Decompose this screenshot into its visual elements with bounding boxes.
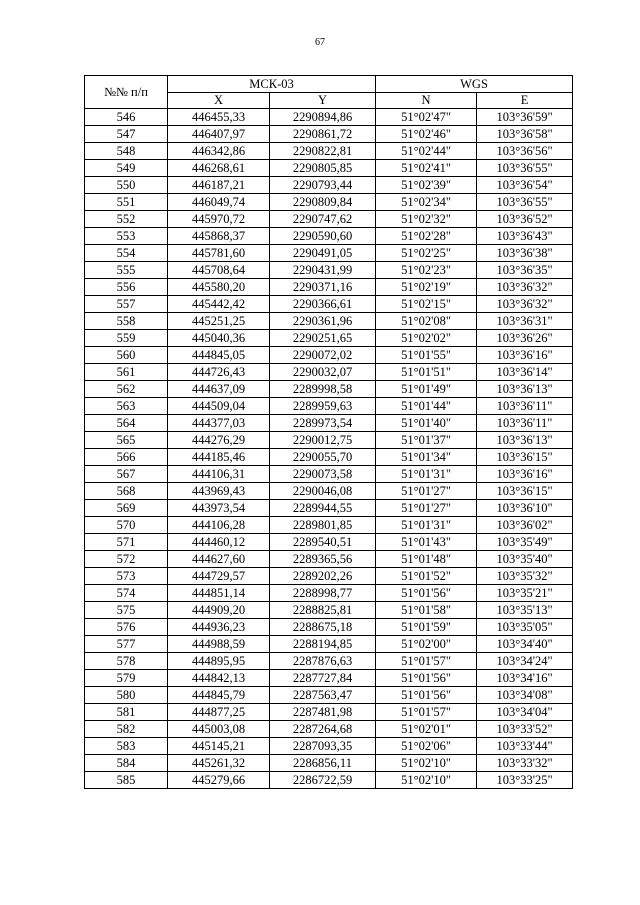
cell-e: 103°36'54" bbox=[477, 177, 573, 194]
cell-y: 2287481,98 bbox=[270, 704, 376, 721]
cell-n: 51°02'46" bbox=[376, 126, 477, 143]
cell-point-number: 555 bbox=[85, 262, 168, 279]
cell-point-number: 565 bbox=[85, 432, 168, 449]
table-row bbox=[85, 211, 573, 228]
table-row bbox=[85, 500, 573, 517]
cell-n: 51°01'49" bbox=[376, 381, 477, 398]
table-row bbox=[85, 551, 573, 568]
cell-x: 444877,25 bbox=[168, 704, 270, 721]
cell-y: 2289944,55 bbox=[270, 500, 376, 517]
cell-n: 51°01'56" bbox=[376, 687, 477, 704]
cell-x: 444276,29 bbox=[168, 432, 270, 449]
cell-y: 2289959,63 bbox=[270, 398, 376, 415]
cell-point-number: 547 bbox=[85, 126, 168, 143]
cell-y: 2286722,59 bbox=[270, 772, 376, 789]
table-row bbox=[85, 585, 573, 602]
cell-x: 444845,05 bbox=[168, 347, 270, 364]
cell-point-number: 563 bbox=[85, 398, 168, 415]
coordinates-table bbox=[84, 75, 573, 789]
cell-point-number: 575 bbox=[85, 602, 168, 619]
table-row bbox=[85, 619, 573, 636]
cell-y: 2289202,26 bbox=[270, 568, 376, 585]
cell-x: 443969,43 bbox=[168, 483, 270, 500]
cell-y: 2287093,35 bbox=[270, 738, 376, 755]
cell-y: 2287727,84 bbox=[270, 670, 376, 687]
table-row bbox=[85, 228, 573, 245]
table-row bbox=[85, 636, 573, 653]
cell-y: 2287264,68 bbox=[270, 721, 376, 738]
cell-e: 103°36'16" bbox=[477, 466, 573, 483]
cell-n: 51°01'57" bbox=[376, 653, 477, 670]
cell-x: 444909,20 bbox=[168, 602, 270, 619]
cell-x: 444377,03 bbox=[168, 415, 270, 432]
header-x: X bbox=[168, 92, 270, 109]
cell-n: 51°02'10" bbox=[376, 755, 477, 772]
header-n: N bbox=[376, 92, 477, 109]
cell-point-number: 581 bbox=[85, 704, 168, 721]
cell-point-number: 580 bbox=[85, 687, 168, 704]
cell-n: 51°02'10" bbox=[376, 772, 477, 789]
cell-x: 444509,04 bbox=[168, 398, 270, 415]
cell-n: 51°01'58" bbox=[376, 602, 477, 619]
cell-x: 445442,42 bbox=[168, 296, 270, 313]
cell-point-number: 548 bbox=[85, 143, 168, 160]
cell-e: 103°35'40" bbox=[477, 551, 573, 568]
table-row bbox=[85, 415, 573, 432]
table-row bbox=[85, 160, 573, 177]
cell-e: 103°35'32" bbox=[477, 568, 573, 585]
cell-y: 2290055,70 bbox=[270, 449, 376, 466]
table-row bbox=[85, 330, 573, 347]
cell-y: 2288194,85 bbox=[270, 636, 376, 653]
table-row bbox=[85, 177, 573, 194]
cell-x: 444729,57 bbox=[168, 568, 270, 585]
cell-n: 51°02'08" bbox=[376, 313, 477, 330]
cell-point-number: 551 bbox=[85, 194, 168, 211]
cell-x: 445040,36 bbox=[168, 330, 270, 347]
cell-x: 444845,79 bbox=[168, 687, 270, 704]
cell-y: 2289801,85 bbox=[270, 517, 376, 534]
cell-e: 103°34'04" bbox=[477, 704, 573, 721]
cell-y: 2290366,61 bbox=[270, 296, 376, 313]
cell-y: 2290805,85 bbox=[270, 160, 376, 177]
cell-point-number: 559 bbox=[85, 330, 168, 347]
cell-n: 51°02'19" bbox=[376, 279, 477, 296]
table-row bbox=[85, 602, 573, 619]
cell-y: 2290046,08 bbox=[270, 483, 376, 500]
table-row bbox=[85, 143, 573, 160]
cell-point-number: 556 bbox=[85, 279, 168, 296]
cell-x: 444726,43 bbox=[168, 364, 270, 381]
cell-point-number: 550 bbox=[85, 177, 168, 194]
cell-e: 103°36'26" bbox=[477, 330, 573, 347]
cell-n: 51°01'56" bbox=[376, 585, 477, 602]
cell-y: 2290012,75 bbox=[270, 432, 376, 449]
table-row bbox=[85, 670, 573, 687]
cell-x: 446407,97 bbox=[168, 126, 270, 143]
cell-point-number: 557 bbox=[85, 296, 168, 313]
cell-e: 103°36'55" bbox=[477, 194, 573, 211]
cell-x: 445145,21 bbox=[168, 738, 270, 755]
cell-point-number: 553 bbox=[85, 228, 168, 245]
cell-x: 444936,23 bbox=[168, 619, 270, 636]
cell-point-number: 567 bbox=[85, 466, 168, 483]
cell-e: 103°34'08" bbox=[477, 687, 573, 704]
cell-point-number: 579 bbox=[85, 670, 168, 687]
cell-x: 445868,37 bbox=[168, 228, 270, 245]
cell-y: 2288998,77 bbox=[270, 585, 376, 602]
cell-e: 103°36'52" bbox=[477, 211, 573, 228]
cell-y: 2290361,96 bbox=[270, 313, 376, 330]
cell-e: 103°36'13" bbox=[477, 432, 573, 449]
cell-x: 444460,12 bbox=[168, 534, 270, 551]
table-row bbox=[85, 687, 573, 704]
cell-y: 2286856,11 bbox=[270, 755, 376, 772]
cell-point-number: 561 bbox=[85, 364, 168, 381]
cell-y: 2290894,86 bbox=[270, 109, 376, 126]
header-y: Y bbox=[270, 92, 376, 109]
table-row bbox=[85, 704, 573, 721]
cell-point-number: 554 bbox=[85, 245, 168, 262]
table-row bbox=[85, 296, 573, 313]
table-row bbox=[85, 534, 573, 551]
header-msk03: МСК-03 bbox=[168, 76, 376, 93]
cell-e: 103°36'11" bbox=[477, 415, 573, 432]
cell-y: 2287876,63 bbox=[270, 653, 376, 670]
table-row bbox=[85, 449, 573, 466]
cell-x: 444185,46 bbox=[168, 449, 270, 466]
cell-x: 444988,59 bbox=[168, 636, 270, 653]
table-body bbox=[85, 109, 573, 789]
cell-n: 51°01'59" bbox=[376, 619, 477, 636]
cell-e: 103°36'43" bbox=[477, 228, 573, 245]
cell-point-number: 585 bbox=[85, 772, 168, 789]
cell-x: 445251,25 bbox=[168, 313, 270, 330]
cell-point-number: 577 bbox=[85, 636, 168, 653]
table-row bbox=[85, 738, 573, 755]
table-row bbox=[85, 772, 573, 789]
cell-e: 103°33'32" bbox=[477, 755, 573, 772]
table-row bbox=[85, 432, 573, 449]
table-row bbox=[85, 279, 573, 296]
cell-point-number: 569 bbox=[85, 500, 168, 517]
cell-y: 2290073,58 bbox=[270, 466, 376, 483]
cell-e: 103°35'13" bbox=[477, 602, 573, 619]
cell-e: 103°34'24" bbox=[477, 653, 573, 670]
table-row bbox=[85, 194, 573, 211]
cell-n: 51°01'34" bbox=[376, 449, 477, 466]
cell-e: 103°34'16" bbox=[477, 670, 573, 687]
cell-n: 51°02'23" bbox=[376, 262, 477, 279]
cell-point-number: 578 bbox=[85, 653, 168, 670]
table-row bbox=[85, 398, 573, 415]
table-header bbox=[85, 76, 573, 109]
cell-e: 103°36'59" bbox=[477, 109, 573, 126]
cell-e: 103°36'56" bbox=[477, 143, 573, 160]
cell-x: 444106,28 bbox=[168, 517, 270, 534]
cell-n: 51°02'06" bbox=[376, 738, 477, 755]
cell-x: 444895,95 bbox=[168, 653, 270, 670]
cell-e: 103°36'14" bbox=[477, 364, 573, 381]
table-row bbox=[85, 245, 573, 262]
cell-e: 103°36'38" bbox=[477, 245, 573, 262]
header-e: E bbox=[477, 92, 573, 109]
cell-e: 103°36'02" bbox=[477, 517, 573, 534]
cell-y: 2287563,47 bbox=[270, 687, 376, 704]
cell-n: 51°01'52" bbox=[376, 568, 477, 585]
cell-n: 51°02'28" bbox=[376, 228, 477, 245]
cell-n: 51°01'31" bbox=[376, 517, 477, 534]
cell-e: 103°33'44" bbox=[477, 738, 573, 755]
cell-x: 445261,32 bbox=[168, 755, 270, 772]
cell-e: 103°36'31" bbox=[477, 313, 573, 330]
cell-y: 2290251,65 bbox=[270, 330, 376, 347]
cell-n: 51°02'00" bbox=[376, 636, 477, 653]
cell-e: 103°36'32" bbox=[477, 296, 573, 313]
cell-point-number: 564 bbox=[85, 415, 168, 432]
cell-e: 103°33'52" bbox=[477, 721, 573, 738]
table-row bbox=[85, 466, 573, 483]
cell-n: 51°02'02" bbox=[376, 330, 477, 347]
cell-y: 2289973,54 bbox=[270, 415, 376, 432]
cell-n: 51°01'31" bbox=[376, 466, 477, 483]
cell-x: 444842,13 bbox=[168, 670, 270, 687]
table-row bbox=[85, 347, 573, 364]
cell-point-number: 546 bbox=[85, 109, 168, 126]
cell-e: 103°36'32" bbox=[477, 279, 573, 296]
cell-point-number: 566 bbox=[85, 449, 168, 466]
cell-point-number: 576 bbox=[85, 619, 168, 636]
cell-x: 444627,60 bbox=[168, 551, 270, 568]
cell-point-number: 583 bbox=[85, 738, 168, 755]
cell-n: 51°02'44" bbox=[376, 143, 477, 160]
cell-x: 446268,61 bbox=[168, 160, 270, 177]
table-row bbox=[85, 109, 573, 126]
table-row bbox=[85, 381, 573, 398]
cell-point-number: 552 bbox=[85, 211, 168, 228]
table-row bbox=[85, 364, 573, 381]
cell-y: 2290809,84 bbox=[270, 194, 376, 211]
header-wgs: WGS bbox=[376, 76, 573, 93]
cell-n: 51°01'57" bbox=[376, 704, 477, 721]
cell-x: 445708,64 bbox=[168, 262, 270, 279]
cell-x: 446049,74 bbox=[168, 194, 270, 211]
cell-e: 103°35'21" bbox=[477, 585, 573, 602]
cell-n: 51°01'56" bbox=[376, 670, 477, 687]
header-row-top bbox=[85, 76, 573, 93]
cell-x: 444637,09 bbox=[168, 381, 270, 398]
cell-n: 51°02'39" bbox=[376, 177, 477, 194]
cell-e: 103°36'13" bbox=[477, 381, 573, 398]
cell-y: 2290747,62 bbox=[270, 211, 376, 228]
cell-point-number: 571 bbox=[85, 534, 168, 551]
table-row bbox=[85, 721, 573, 738]
cell-e: 103°35'05" bbox=[477, 619, 573, 636]
cell-n: 51°02'41" bbox=[376, 160, 477, 177]
cell-point-number: 584 bbox=[85, 755, 168, 772]
cell-n: 51°02'47" bbox=[376, 109, 477, 126]
cell-point-number: 573 bbox=[85, 568, 168, 585]
cell-x: 445279,66 bbox=[168, 772, 270, 789]
cell-n: 51°01'27" bbox=[376, 500, 477, 517]
cell-n: 51°01'27" bbox=[376, 483, 477, 500]
cell-n: 51°01'55" bbox=[376, 347, 477, 364]
cell-n: 51°01'40" bbox=[376, 415, 477, 432]
cell-y: 2290822,81 bbox=[270, 143, 376, 160]
cell-x: 444851,14 bbox=[168, 585, 270, 602]
table-row bbox=[85, 262, 573, 279]
cell-point-number: 549 bbox=[85, 160, 168, 177]
cell-y: 2288675,18 bbox=[270, 619, 376, 636]
cell-e: 103°36'15" bbox=[477, 483, 573, 500]
cell-e: 103°36'35" bbox=[477, 262, 573, 279]
cell-e: 103°36'16" bbox=[477, 347, 573, 364]
cell-y: 2290371,16 bbox=[270, 279, 376, 296]
cell-x: 446342,86 bbox=[168, 143, 270, 160]
cell-n: 51°02'34" bbox=[376, 194, 477, 211]
cell-y: 2290491,05 bbox=[270, 245, 376, 262]
cell-e: 103°35'49" bbox=[477, 534, 573, 551]
cell-point-number: 568 bbox=[85, 483, 168, 500]
cell-x: 443973,54 bbox=[168, 500, 270, 517]
cell-n: 51°01'48" bbox=[376, 551, 477, 568]
cell-point-number: 570 bbox=[85, 517, 168, 534]
cell-y: 2289540,51 bbox=[270, 534, 376, 551]
cell-y: 2290793,44 bbox=[270, 177, 376, 194]
cell-e: 103°34'40" bbox=[477, 636, 573, 653]
cell-x: 445580,20 bbox=[168, 279, 270, 296]
cell-n: 51°02'25" bbox=[376, 245, 477, 262]
table-row bbox=[85, 517, 573, 534]
cell-e: 103°33'25" bbox=[477, 772, 573, 789]
cell-y: 2289998,58 bbox=[270, 381, 376, 398]
cell-point-number: 574 bbox=[85, 585, 168, 602]
header-point-number: №№ п/п bbox=[85, 76, 168, 109]
cell-point-number: 558 bbox=[85, 313, 168, 330]
table-row bbox=[85, 755, 573, 772]
cell-n: 51°01'37" bbox=[376, 432, 477, 449]
cell-y: 2289365,56 bbox=[270, 551, 376, 568]
page-number: 67 bbox=[315, 37, 325, 48]
cell-n: 51°02'15" bbox=[376, 296, 477, 313]
cell-y: 2288825,81 bbox=[270, 602, 376, 619]
table-row bbox=[85, 126, 573, 143]
cell-point-number: 572 bbox=[85, 551, 168, 568]
cell-y: 2290032,07 bbox=[270, 364, 376, 381]
cell-e: 103°36'11" bbox=[477, 398, 573, 415]
cell-x: 445781,60 bbox=[168, 245, 270, 262]
cell-e: 103°36'55" bbox=[477, 160, 573, 177]
cell-y: 2290072,02 bbox=[270, 347, 376, 364]
cell-e: 103°36'58" bbox=[477, 126, 573, 143]
cell-e: 103°36'10" bbox=[477, 500, 573, 517]
cell-y: 2290590,60 bbox=[270, 228, 376, 245]
cell-x: 445970,72 bbox=[168, 211, 270, 228]
cell-point-number: 582 bbox=[85, 721, 168, 738]
cell-n: 51°02'32" bbox=[376, 211, 477, 228]
cell-x: 446455,33 bbox=[168, 109, 270, 126]
cell-x: 444106,31 bbox=[168, 466, 270, 483]
cell-n: 51°01'44" bbox=[376, 398, 477, 415]
cell-point-number: 560 bbox=[85, 347, 168, 364]
cell-y: 2290861,72 bbox=[270, 126, 376, 143]
cell-e: 103°36'15" bbox=[477, 449, 573, 466]
cell-point-number: 562 bbox=[85, 381, 168, 398]
table-row bbox=[85, 653, 573, 670]
cell-n: 51°01'51" bbox=[376, 364, 477, 381]
cell-x: 446187,21 bbox=[168, 177, 270, 194]
cell-n: 51°01'43" bbox=[376, 534, 477, 551]
table-row bbox=[85, 568, 573, 585]
cell-x: 445003,08 bbox=[168, 721, 270, 738]
cell-n: 51°02'01" bbox=[376, 721, 477, 738]
cell-y: 2290431,99 bbox=[270, 262, 376, 279]
table-row bbox=[85, 313, 573, 330]
table-row bbox=[85, 483, 573, 500]
